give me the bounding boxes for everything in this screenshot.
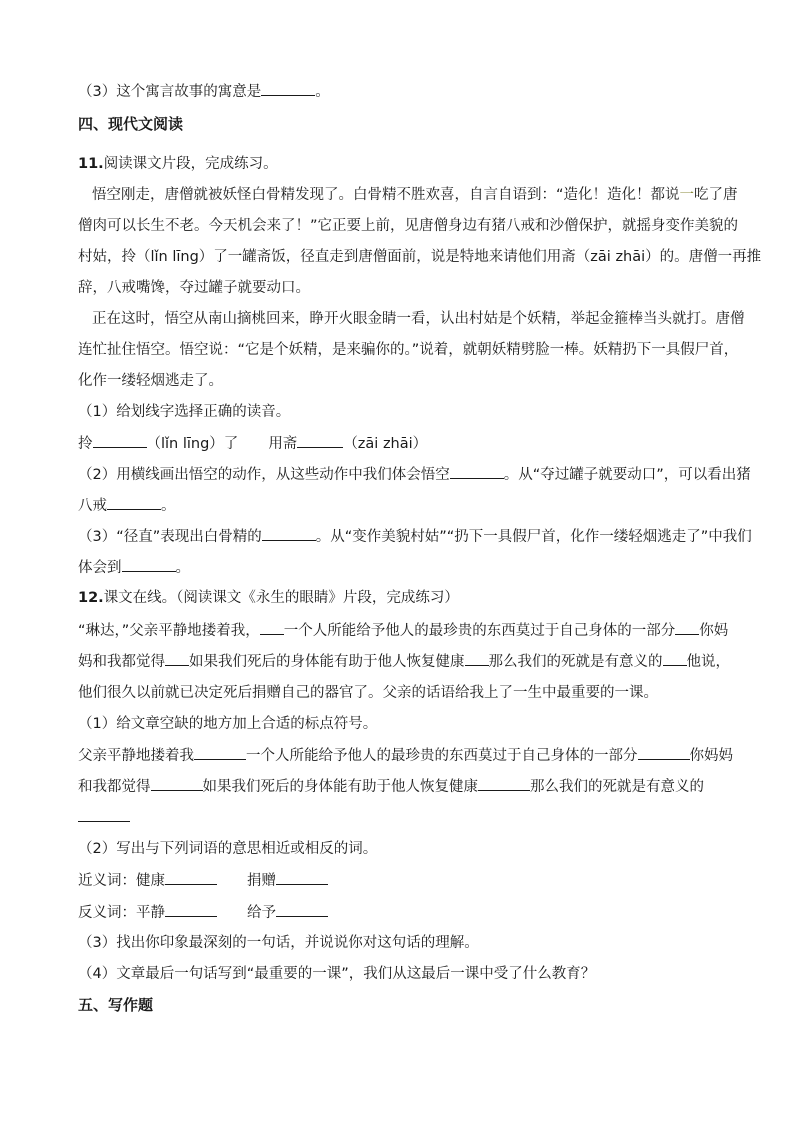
answer-blank[interactable] (260, 621, 284, 635)
q11-sub1-blanks: 拎 （lǐn līng）了 用斋 （zāi zhāi） (78, 436, 428, 452)
answer-blank[interactable] (450, 465, 504, 479)
answer-blank[interactable] (194, 746, 246, 760)
answer-blank[interactable] (465, 652, 489, 666)
passage-line: 连忙扯住悟空。悟空说：“它是个妖精，是来骗你的。”说着，就朝妖精劈脸一棒。妖精扔下一具假尸首， (78, 342, 739, 358)
q12-fill-line: 父亲平静地搂着我 一个人所能给予他人的最珍贵的东西莫过于自己身体的一部分 你妈妈 (78, 748, 733, 764)
q12-sub2: （2）写出与下列词语的意思相近或相反的词。 (78, 841, 378, 857)
answer-blank[interactable] (297, 434, 343, 448)
answer-blank[interactable] (478, 777, 530, 791)
q11-sub3: 体会到 。 (78, 560, 190, 576)
passage-line: 化作一缕轻烟逃走了。 (78, 373, 223, 389)
passage-line: 悟空刚走，唐僧就被妖怪白骨精发现了。白骨精不胜欢喜，自言自语到：“造化！造化！都说一吃了唐 (92, 187, 738, 203)
answer-blank[interactable] (261, 82, 315, 96)
answer-blank[interactable] (675, 621, 699, 635)
q11-sub3: （3）“径直”表现出白骨精的 。从“变作美貌村姑”“扔下一具假尸首，化作一缕轻烟逃走了”中我们 (78, 529, 752, 545)
answer-blank[interactable] (276, 903, 328, 917)
q12-sub1: （1）给文章空缺的地方加上合适的标点符号。 (78, 716, 378, 732)
q11-sub1: （1）给划线字选择正确的读音。 (78, 404, 291, 420)
passage-line: 他们很久以前就已决定死后捐赠自己的器官了。父亲的话语给我上了一生中最重要的一课。 (78, 685, 658, 701)
passage-line: 僧肉可以长生不老。今天机会来了！”它正要上前，见唐僧身边有猪八戒和沙僧保护，就摇身变作美貌的 (78, 218, 739, 234)
q11-sub2: 八戒 。 (78, 498, 176, 514)
answer-blank[interactable] (107, 496, 161, 510)
q12-fill-line (78, 808, 130, 827)
answer-blank[interactable] (165, 903, 217, 917)
antonyms-line: 反义词：平静 给予 (78, 903, 328, 922)
passage-line: 辞，八戒嘴馋，夺过罐子就要动口。 (78, 280, 310, 296)
answer-blank[interactable] (122, 558, 176, 572)
synonyms-line: 近义词：健康 捐赠 (78, 871, 328, 890)
answer-blank[interactable] (165, 871, 217, 885)
q12-sub3: （3）找出你印象最深刻的一句话，并说说你对这句话的理解。 (78, 935, 479, 951)
q12-sub4: （4）文章最后一句话写到“最重要的一课”，我们从这最后一课中受了什么教育？ (78, 966, 596, 982)
answer-blank[interactable] (276, 871, 328, 885)
answer-blank[interactable] (93, 434, 147, 448)
question-11-title: 11.阅读课文片段，完成练习。 (78, 156, 278, 172)
answer-blank[interactable] (663, 652, 687, 666)
answer-blank[interactable] (262, 527, 316, 541)
answer-blank[interactable] (165, 652, 189, 666)
q12-fill-line: 和我都觉得 如果我们死后的身体能有助于他人恢复健康 那么我们的死就是有意义的 (78, 779, 704, 795)
passage-line: 正在这时，悟空从南山摘桃回来，睁开火眼金睛一看，认出村姑是个妖精，举起金箍棒当头就打。唐僧 (92, 311, 745, 327)
answer-blank[interactable] (151, 777, 203, 791)
q11-sub2: （2）用横线画出悟空的动作，从这些动作中我们体会悟空 。从“夺过罐子就要动口”，可以看出猪 (78, 467, 751, 483)
question-12-title: 12.课文在线。（阅读课文《永生的眼睛》片段，完成练习） (78, 590, 459, 606)
passage-line: “琳达，”父亲平静地搂着我， 一个人所能给予他人的最珍贵的东西莫过于自己身体的一部分 你妈 (78, 623, 729, 639)
section-5-title: 五、写作题 (78, 996, 154, 1014)
passage-line: 妈和我都觉得 如果我们死后的身体能有助于他人恢复健康 那么我们的死就是有意义的 他说， (78, 654, 730, 670)
section-4-title: 四、现代文阅读 (78, 115, 184, 133)
answer-blank[interactable] (638, 746, 690, 760)
question-3-yuyi: （3）这个寓言故事的寓意是 。 (78, 84, 330, 100)
answer-blank[interactable] (78, 808, 130, 822)
passage-line: 村姑，拎（lǐn līng）了一罐斋饭，径直走到唐僧面前，说是特地来请他们用斋（zāi zhāi）的。唐僧一再推 (78, 249, 762, 265)
